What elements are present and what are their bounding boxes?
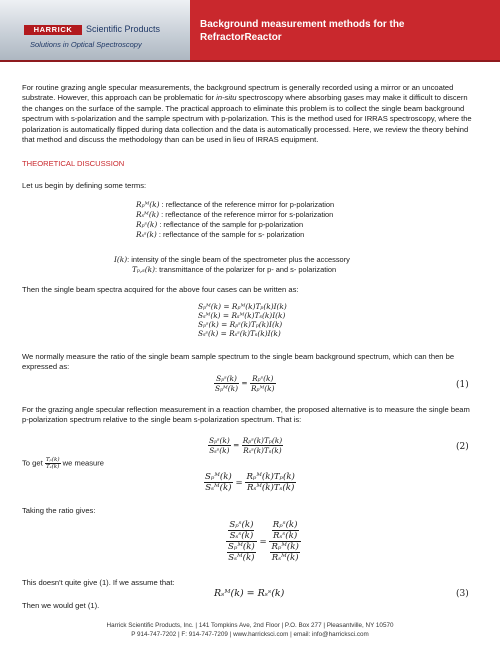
grazing-paragraph: For the grazing angle specular reflection measurement in a reaction chamber, the proposed alternative is to measure the single beam p-polarization spectrum relative to the single beam s-polarization spectrum. That is:: [22, 405, 470, 425]
definition-row: I(k): intensity of the single beam of the spectrometer plus the accessory: [114, 255, 350, 264]
definition-row: Rₛˢ(k) : reflectance of the sample for s- polarization: [136, 230, 305, 239]
logo-tagline: Solutions in Optical Spectroscopy: [30, 40, 142, 49]
measure-equation: $\frac{\text{Sₚᴹ(k)}}{\text{Sₛᴹ(k)}}$ = $\frac{\text{Rₚᴹ(k)Tₚ(k)}}{\text{Rₛᴹ(k)Tₛ(k)}}$: [205, 472, 295, 493]
section-heading: THEORETICAL DISCUSSION: [22, 159, 125, 168]
definition-row: Rₛᴹ(k) : reflectance of the reference mirror for s-polarization: [136, 210, 334, 219]
assumption-sentence: This doesn't quite give (1). If we assume that:: [22, 578, 175, 587]
intro-paragraph: For routine grazing angle specular measurements, the background spectrum is generally recorded using a mirror or an uncoated substrate. However, this approach can be problematic for in-situ spectroscopy where absorbing gases may make it difficult to discern the changes on the surface of the sample. The practical approach to eliminate this problem is to collect the single beam background spectrum with s-polarization and the sample spectrum with p-polarization. This is the method used for IRRAS spectroscopy, where the polarization is automatically flipped during data collection and the data is automatically processed. Here, we review the theory behind that method and discuss the methodology than can be used in lieu of IRRAS equipment.: [22, 83, 472, 145]
equation-1: $\frac{\text{Sₚˢ(k)}}{\text{Sₚᴹ(k)}}$ = $\frac{\text{Rₚˢ(k)}}{\text{Rₚᴹ(k)}}$: [215, 374, 275, 393]
definition-row: Rₚˢ(k) : reflectance of the sample for p-polarization: [136, 220, 304, 229]
equation-line: Sₚᴹ(k) = Rₚᴹ(k)Tₚ(k)I(k): [198, 302, 287, 311]
equation-number-2: (2): [456, 442, 469, 452]
lead-sentence: Let us begin by defining some terms:: [22, 181, 147, 190]
definitions-list-2: [114, 255, 350, 275]
equation-2: $\frac{\text{Sₚˢ(k)}}{\text{Sₛˢ(k)}}$ = $\frac{\text{Rₚˢ(k)Tₚ(k)}}{\text{Rₛˢ(k)Tₛ(k)}}$: [209, 436, 283, 455]
page-footer: [0, 622, 500, 639]
logo-brand-suffix: Scientific Products: [86, 24, 161, 34]
page-header: [0, 0, 500, 60]
footer-contact: P 914-747-7202 | F: 914-747-7209 | www.harricksci.com | email: info@harricksci.com: [131, 630, 369, 638]
header-divider: [0, 60, 500, 62]
ratio-equation: $\frac{\frac{\text{Sₚˢ(k)}}{\text{Sₛˢ(k)}}}{\frac{\text{Sₚᴹ(k)}}{\text{Sₛᴹ(k)}}}$ = $\frac{\frac{\text{Rₚˢ(k)}}{\text{Rₛˢ(k)}}}{\frac{\text{Rₚᴹ(k)}}{\text{Rₛᴹ(k)}}}$: [228, 520, 299, 563]
taking-ratio-sentence: Taking the ratio gives:: [22, 506, 96, 515]
footer-address: Harrick Scientific Products, Inc. | 141 Tompkins Ave, 2nd Floor | P.O. Box 277 | Pleasantville, NY 10570: [106, 622, 394, 629]
conclusion-sentence: Then we would get (1).: [22, 601, 100, 610]
then-sentence: Then the single beam spectra acquired for the above four cases can be written as:: [22, 285, 299, 294]
ratio-paragraph: We normally measure the ratio of the single beam sample spectrum to the single beam background spectrum, which can then be expressed as:: [22, 352, 455, 372]
equation-number-1: (1): [456, 380, 469, 390]
in-situ-emphasis: in-situ: [216, 93, 237, 103]
definition-row: Rₚᴹ(k) : reflectance of the reference mirror for p-polarization: [136, 200, 335, 209]
equation-3: Rₛᴹ(k) = Rₛˢ(k): [214, 588, 285, 599]
single-beam-equations: [198, 302, 287, 338]
equation-line: Sₛˢ(k) = Rₛˢ(k)Tₛ(k)I(k): [198, 329, 281, 338]
equation-number-3: (3): [456, 589, 469, 599]
equation-line: Sₛᴹ(k) = Rₛᴹ(k)Tₛ(k)I(k): [198, 311, 286, 320]
definitions-list: [136, 200, 334, 240]
definition-row: Tₚ,ₛ(k): transmittance of the polarizer for p- and s- polarization: [132, 265, 337, 274]
to-get-line: To get $\frac{\text{Tₚ(k)}}{\text{Tₛ(k)}}$ we measure: [22, 457, 105, 470]
logo-brand-badge: HARRICK: [24, 25, 82, 35]
equation-line: Sₚˢ(k) = Rₚˢ(k)Tₚ(k)I(k): [198, 320, 283, 329]
document-title: Background measurement methods for the RefractorReactor: [200, 19, 405, 43]
